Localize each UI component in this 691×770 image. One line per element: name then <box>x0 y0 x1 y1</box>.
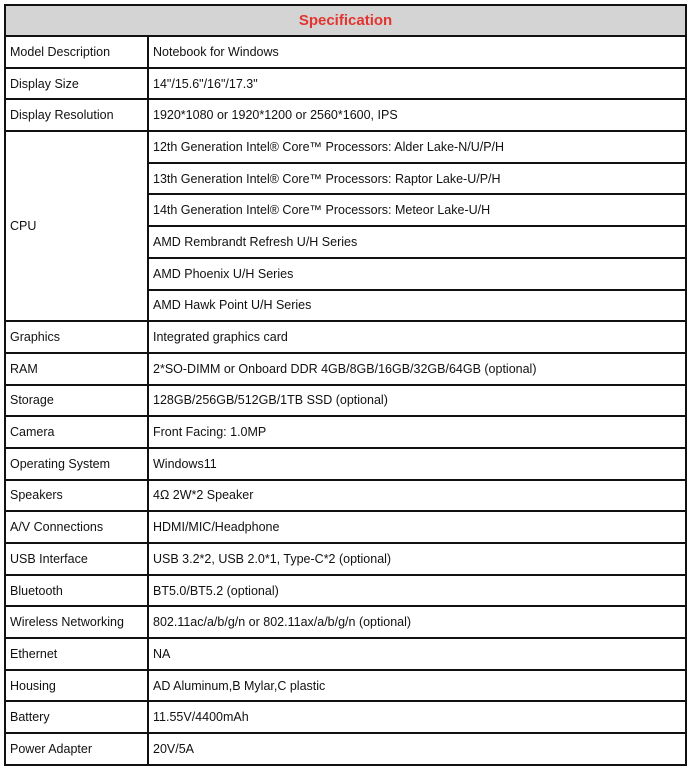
spec-label: Storage <box>5 385 148 417</box>
spec-label: Operating System <box>5 448 148 480</box>
table-row <box>5 448 686 480</box>
spec-label: Graphics <box>5 321 148 353</box>
spec-body <box>5 36 686 765</box>
spec-label: Battery <box>5 701 148 733</box>
table-row <box>5 416 686 448</box>
table-row <box>5 99 686 131</box>
specification-table <box>4 4 687 766</box>
table-row <box>5 638 686 670</box>
spec-value: HDMI/MIC/Headphone <box>148 511 686 543</box>
spec-value: Windows11 <box>148 448 686 480</box>
spec-value: Front Facing: 1.0MP <box>148 416 686 448</box>
spec-label: Ethernet <box>5 638 148 670</box>
spec-value: 128GB/256GB/512GB/1TB SSD (optional) <box>148 385 686 417</box>
spec-value: NA <box>148 638 686 670</box>
spec-value: 14th Generation Intel® Core™ Processors: Meteor Lake-U/H <box>148 194 686 226</box>
spec-value: 12th Generation Intel® Core™ Processors: Alder Lake-N/U/P/H <box>148 131 686 163</box>
spec-value: 1920*1080 or 1920*1200 or 2560*1600, IPS <box>148 99 686 131</box>
spec-value: AMD Rembrandt Refresh U/H Series <box>148 226 686 258</box>
spec-value: AMD Phoenix U/H Series <box>148 258 686 290</box>
spec-value: USB 3.2*2, USB 2.0*1, Type-C*2 (optional) <box>148 543 686 575</box>
spec-label: Wireless Networking <box>5 606 148 638</box>
table-row <box>5 701 686 733</box>
spec-value: 13th Generation Intel® Core™ Processors: Raptor Lake-U/P/H <box>148 163 686 195</box>
table-row <box>5 480 686 512</box>
table-row <box>5 385 686 417</box>
spec-value: 11.55V/4400mAh <box>148 701 686 733</box>
table-row <box>5 36 686 68</box>
header-row <box>5 5 686 36</box>
table-row <box>5 131 686 163</box>
table-row <box>5 511 686 543</box>
spec-label: CPU <box>5 131 148 321</box>
spec-label: Display Size <box>5 68 148 100</box>
spec-value: 14"/15.6"/16"/17.3" <box>148 68 686 100</box>
spec-label: A/V Connections <box>5 511 148 543</box>
spec-label: RAM <box>5 353 148 385</box>
table-row <box>5 606 686 638</box>
table-row <box>5 575 686 607</box>
table-row <box>5 321 686 353</box>
spec-label: Display Resolution <box>5 99 148 131</box>
spec-value: 2*SO-DIMM or Onboard DDR 4GB/8GB/16GB/32GB/64GB (optional) <box>148 353 686 385</box>
spec-label: Model Description <box>5 36 148 68</box>
table-row <box>5 733 686 765</box>
spec-value: 4Ω 2W*2 Speaker <box>148 480 686 512</box>
spec-label: Speakers <box>5 480 148 512</box>
spec-label: Power Adapter <box>5 733 148 765</box>
spec-value: BT5.0/BT5.2 (optional) <box>148 575 686 607</box>
table-row <box>5 353 686 385</box>
spec-value: 20V/5A <box>148 733 686 765</box>
spec-label: Camera <box>5 416 148 448</box>
spec-value: Notebook for Windows <box>148 36 686 68</box>
spec-label: Bluetooth <box>5 575 148 607</box>
table-title: Specification <box>5 5 686 36</box>
table-row <box>5 670 686 702</box>
spec-label: USB Interface <box>5 543 148 575</box>
spec-value: AD Aluminum,B Mylar,C plastic <box>148 670 686 702</box>
spec-label: Housing <box>5 670 148 702</box>
spec-value: Integrated graphics card <box>148 321 686 353</box>
spec-value: AMD Hawk Point U/H Series <box>148 290 686 322</box>
table-row <box>5 68 686 100</box>
table-row <box>5 543 686 575</box>
spec-value: 802.11ac/a/b/g/n or 802.11ax/a/b/g/n (optional) <box>148 606 686 638</box>
